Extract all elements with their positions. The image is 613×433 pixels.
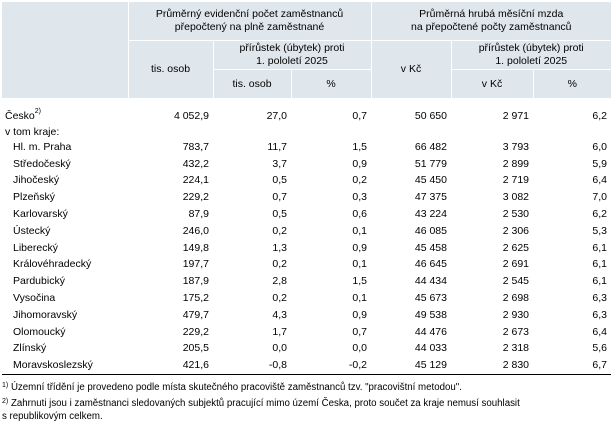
total-wage-change-percent: 6,2 bbox=[592, 109, 607, 122]
region-wage-change-percent: 5,9 bbox=[592, 157, 607, 170]
region-employees: 197,7 bbox=[182, 258, 209, 271]
header-col-persons: tis. osob bbox=[213, 70, 291, 99]
footnote-2-line1: Zahrnuti jsou i zaměstnanci sledovaných subjektů pracující mimo území Česka, proto součet za kraje nemusí souhlasit bbox=[10, 398, 520, 409]
region-employees-change-percent: 0,1 bbox=[352, 292, 367, 305]
region-employees: 229,2 bbox=[182, 325, 209, 338]
footnote-1-marker: 1) bbox=[2, 382, 9, 389]
region-wage-change: 3 793 bbox=[502, 140, 529, 153]
footnote-1-text: Územní třídění je provedeno podle místa skutečného pracoviště zaměstnanců tzv. "pracovištní metodou". bbox=[10, 382, 462, 393]
region-wage: 44 033 bbox=[414, 342, 447, 355]
total-name: Česko bbox=[5, 109, 35, 122]
region-wage-change-percent: 5,6 bbox=[592, 342, 607, 355]
region-wage: 43 224 bbox=[414, 208, 447, 221]
region-wage-change-percent: 5,3 bbox=[592, 224, 607, 237]
table-row bbox=[2, 340, 611, 357]
region-employees-change: 1,3 bbox=[272, 241, 287, 254]
header-wage-group bbox=[371, 2, 611, 41]
table-row bbox=[2, 273, 611, 290]
header-employees-title-line1: Průměrný evidenční počet zaměstnanců bbox=[155, 8, 344, 20]
region-employees-change: 0,2 bbox=[272, 292, 287, 305]
table-row bbox=[2, 139, 611, 156]
footnote-1 bbox=[2, 381, 611, 394]
header-unit-czk: v Kč bbox=[371, 41, 451, 99]
table-row bbox=[2, 172, 611, 189]
subheading-row bbox=[2, 125, 611, 139]
region-wage: 46 645 bbox=[414, 258, 447, 271]
region-employees: 187,9 bbox=[182, 275, 209, 288]
region-wage: 44 434 bbox=[414, 275, 447, 288]
total-row bbox=[2, 107, 611, 125]
footnote-2-continuation bbox=[2, 410, 611, 423]
table-row bbox=[2, 256, 611, 273]
region-employees-change: 0,5 bbox=[272, 208, 287, 221]
region-wage-change: 2 830 bbox=[451, 357, 533, 374]
total-note: 2) bbox=[34, 107, 41, 115]
table-row bbox=[2, 222, 611, 239]
region-name: Vysočina bbox=[13, 292, 56, 305]
header-col-czk: v Kč bbox=[451, 70, 533, 99]
header-employees-change-line2: 1. pololetí 2025 bbox=[256, 55, 328, 67]
region-employees-change: -0,8 bbox=[213, 357, 291, 374]
region-employees-change: 0,7 bbox=[272, 191, 287, 204]
region-employees: 783,7 bbox=[182, 140, 209, 153]
total-wage-change: 2 971 bbox=[502, 109, 529, 122]
region-employees-change-percent: 0,7 bbox=[352, 325, 367, 338]
region-wage-change-percent: 6,1 bbox=[592, 258, 607, 271]
region-wage-change-percent: 6,4 bbox=[592, 174, 607, 187]
region-wage-change: 2 719 bbox=[502, 174, 529, 187]
region-employees-change: 1,7 bbox=[272, 325, 287, 338]
subheading: v tom kraje: bbox=[5, 125, 60, 138]
region-employees-change: 0,0 bbox=[272, 342, 287, 355]
region-wage-change-percent: 6,1 bbox=[592, 241, 607, 254]
region-wage-change-percent: 6,7 bbox=[533, 357, 611, 374]
region-wage-change-percent: 6,3 bbox=[592, 292, 607, 305]
region-name: Hl. m. Praha bbox=[13, 140, 72, 153]
region-wage: 44 476 bbox=[414, 325, 447, 338]
table-row bbox=[2, 306, 611, 323]
region-name: Zlínský bbox=[13, 342, 47, 355]
header-col-wage-percent: % bbox=[533, 70, 611, 99]
region-employees-change-percent: 0,1 bbox=[352, 258, 367, 271]
region-wage-change: 2 698 bbox=[502, 292, 529, 305]
spacer bbox=[2, 98, 611, 107]
region-name: Pardubický bbox=[13, 275, 65, 288]
region-wage-change: 2 673 bbox=[502, 325, 529, 338]
region-wage-change: 2 625 bbox=[502, 241, 529, 254]
region-wage-change-percent: 6,4 bbox=[592, 325, 607, 338]
region-wage: 66 482 bbox=[414, 140, 447, 153]
table-row bbox=[2, 357, 611, 374]
region-wage-change-percent: 6,0 bbox=[592, 140, 607, 153]
table-row bbox=[2, 323, 611, 340]
region-employees-change: 3,7 bbox=[272, 157, 287, 170]
region-name: Ústecký bbox=[13, 224, 51, 237]
region-wage-change-percent: 6,2 bbox=[592, 208, 607, 221]
region-employees-change-percent: -0,2 bbox=[291, 357, 371, 374]
footnotes bbox=[2, 381, 611, 423]
region-employees: 229,2 bbox=[182, 191, 209, 204]
footnote-2 bbox=[2, 397, 611, 410]
region-wage-change: 2 899 bbox=[502, 157, 529, 170]
region-name: Plzeňský bbox=[13, 191, 56, 204]
header-wage-change-line1: přírůstek (úbytek) proti bbox=[478, 42, 584, 54]
region-employees-change-percent: 0,9 bbox=[352, 157, 367, 170]
header-employees-title-line2: přepočtený na plně zaměstnané bbox=[174, 21, 325, 33]
total-employees-change: 27,0 bbox=[266, 109, 287, 122]
region-wage: 46 085 bbox=[414, 224, 447, 237]
region-employees: 87,9 bbox=[188, 208, 209, 221]
region-employees-change-percent: 0,3 bbox=[352, 191, 367, 204]
region-name: Jihomoravský bbox=[13, 308, 78, 321]
region-name: Olomoucký bbox=[13, 325, 66, 338]
region-employees-change: 2,8 bbox=[272, 275, 287, 288]
region-wage-change: 2 530 bbox=[502, 208, 529, 221]
header-col-percent: % bbox=[291, 70, 371, 99]
header-wage-change bbox=[451, 41, 611, 70]
region-employees: 421,6 bbox=[128, 357, 213, 374]
region-wage: 45 673 bbox=[414, 292, 447, 305]
region-wage-change: 2 318 bbox=[502, 342, 529, 355]
table-row bbox=[2, 290, 611, 307]
table-row bbox=[2, 155, 611, 172]
region-employees-change-percent: 0,6 bbox=[352, 208, 367, 221]
table-row bbox=[2, 206, 611, 223]
header-employees-group bbox=[128, 2, 371, 41]
header-employees-change-line1: přírůstek (úbytek) proti bbox=[239, 42, 345, 54]
region-employees: 224,1 bbox=[182, 174, 209, 187]
table-body bbox=[2, 98, 611, 374]
region-employees-change: 0,2 bbox=[272, 224, 287, 237]
total-employees-change-percent: 0,7 bbox=[352, 109, 367, 122]
footnote-2-marker: 2) bbox=[2, 398, 9, 405]
total-wage: 50 650 bbox=[414, 109, 447, 122]
region-name: Jihočeský bbox=[13, 174, 60, 187]
region-wage-change: 2 306 bbox=[502, 224, 529, 237]
table-row bbox=[2, 239, 611, 256]
region-wage: 47 375 bbox=[414, 191, 447, 204]
region-employees-change: 11,7 bbox=[267, 140, 287, 153]
header-unit-persons: tis. osob bbox=[128, 41, 213, 99]
header-wage-title-line2: na přepočtené počty zaměstnanců bbox=[410, 21, 572, 33]
region-employees: 246,0 bbox=[182, 224, 209, 237]
region-wage: 45 450 bbox=[414, 174, 447, 187]
table-row bbox=[2, 189, 611, 206]
region-name: Liberecký bbox=[13, 241, 58, 254]
footnote-2-line2: s republikovým celkem. bbox=[2, 411, 103, 422]
region-employees: 175,2 bbox=[182, 292, 209, 305]
region-wage: 49 538 bbox=[414, 308, 447, 321]
region-name: Královéhradecký bbox=[13, 258, 92, 271]
region-wage-change: 2 545 bbox=[502, 275, 529, 288]
region-employees: 479,7 bbox=[182, 308, 209, 321]
region-wage: 45 129 bbox=[371, 357, 451, 374]
region-employees: 149,8 bbox=[182, 241, 209, 254]
total-name-cell bbox=[2, 107, 128, 125]
region-employees-change-percent: 0,9 bbox=[352, 241, 367, 254]
header-wage-title-line1: Průměrná hrubá měsíční mzda bbox=[419, 8, 564, 20]
region-employees-change: 0,2 bbox=[272, 258, 287, 271]
region-wage: 51 779 bbox=[414, 157, 447, 170]
header-corner-cell bbox=[2, 2, 128, 98]
region-employees-change-percent: 0,2 bbox=[352, 174, 367, 187]
region-wage-change-percent: 6,3 bbox=[592, 308, 607, 321]
region-wage-change: 2 930 bbox=[502, 308, 529, 321]
header-employees-change bbox=[213, 41, 371, 70]
region-wage-change-percent: 6,1 bbox=[592, 275, 607, 288]
total-employees: 4 052,9 bbox=[173, 109, 209, 122]
region-employees-change: 0,5 bbox=[272, 174, 287, 187]
region-wage-change: 3 082 bbox=[502, 191, 529, 204]
header-wage-change-line2: 1. pololetí 2025 bbox=[495, 55, 568, 67]
region-employees: 205,5 bbox=[182, 342, 209, 355]
region-wage-change-percent: 7,0 bbox=[592, 191, 607, 204]
region-name: Středočeský bbox=[13, 157, 71, 170]
region-employees: 432,2 bbox=[182, 157, 209, 170]
region-employees-change: 4,3 bbox=[272, 308, 287, 321]
region-employees-change-percent: 1,5 bbox=[352, 140, 367, 153]
region-wage-change: 2 691 bbox=[502, 258, 529, 271]
region-wage: 45 458 bbox=[414, 241, 447, 254]
regional-statistics-table bbox=[2, 2, 611, 375]
region-name: Karlovarský bbox=[13, 208, 68, 221]
region-name: Moravskoslezský bbox=[2, 357, 128, 374]
region-employees-change-percent: 1,5 bbox=[352, 275, 367, 288]
region-employees-change-percent: 0,0 bbox=[352, 342, 367, 355]
region-employees-change-percent: 0,9 bbox=[352, 308, 367, 321]
region-employees-change-percent: 0,1 bbox=[352, 224, 367, 237]
